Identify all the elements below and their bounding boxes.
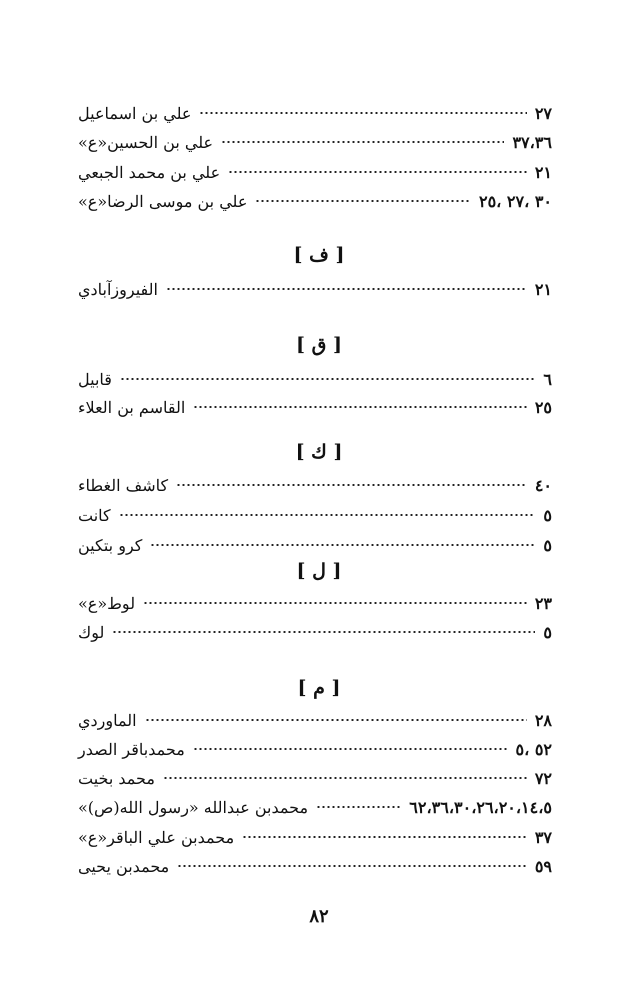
entry-name: الفيروزآبادي xyxy=(78,279,158,299)
entry-name: محمد بخيت xyxy=(78,768,155,788)
entry-pages: ٣٧ xyxy=(534,827,552,847)
entry-name: محمدباقر الصدر xyxy=(78,739,185,759)
leader-dots xyxy=(176,484,527,486)
leader-dots xyxy=(119,514,536,516)
entry-pages: ٤٠ xyxy=(534,475,552,495)
entry-pages: ٢١ xyxy=(534,279,552,299)
entry-name: علي بن الحسين«ع» xyxy=(78,132,214,152)
index-entry xyxy=(78,824,552,850)
entry-name: علي بن اسماعيل xyxy=(78,103,192,123)
index-entry xyxy=(78,188,552,214)
index-entry xyxy=(78,794,552,820)
entry-name: علي بن محمد الجبعي xyxy=(78,162,221,182)
index-entry xyxy=(78,853,552,879)
index-entry xyxy=(78,532,552,558)
entry-name: القاسم بن العلاء xyxy=(78,397,186,417)
index-entry xyxy=(78,619,552,645)
leader-dots xyxy=(163,777,527,779)
index-entry xyxy=(78,129,552,155)
index-entry xyxy=(78,765,552,791)
section-heading-lam: [ ل ] xyxy=(296,560,342,582)
leader-dots xyxy=(150,544,535,546)
leader-dots xyxy=(242,836,527,838)
entry-name: محمدبن عبدالله «رسول الله(ص)» xyxy=(78,797,309,817)
index-entry xyxy=(78,472,552,498)
entry-pages: ٥ xyxy=(543,505,552,525)
leader-dots xyxy=(120,378,535,380)
section-heading-mim: [ م ] xyxy=(297,677,341,699)
leader-dots xyxy=(228,171,527,173)
index-entry xyxy=(78,159,552,185)
entry-pages: ٣٧،٣٦ xyxy=(512,132,552,152)
entry-name: لوط«ع» xyxy=(78,593,136,613)
entry-pages: ٥٢ ،٥ xyxy=(515,739,552,759)
entry-pages: ٢١ xyxy=(534,162,552,182)
entry-name: الماوردي xyxy=(78,710,137,730)
leader-dots xyxy=(255,200,471,202)
entry-pages: ٢٥ xyxy=(534,397,552,417)
entry-name: محمدبن يحيى xyxy=(78,856,170,876)
entry-pages: ٣٠ ،٢٧ ،٢٥ xyxy=(478,191,552,211)
leader-dots xyxy=(193,406,527,408)
section-heading-qaf: [ ق ] xyxy=(296,334,342,356)
entry-pages: ٧٢ xyxy=(534,768,552,788)
entry-name: علي بن موسى الرضا«ع» xyxy=(78,191,248,211)
entry-pages: ٢٨ xyxy=(534,710,552,730)
index-entry xyxy=(78,502,552,528)
page-number: ٨٢ xyxy=(309,906,329,927)
entry-pages: ٦ xyxy=(543,369,552,389)
entry-name: كرو بتكين xyxy=(78,535,143,555)
entry-name: لوك xyxy=(78,622,105,642)
index-entry xyxy=(78,736,552,762)
index-entry xyxy=(78,590,552,616)
leader-dots xyxy=(143,602,527,604)
entry-name: قابيل xyxy=(78,369,112,389)
leader-dots xyxy=(221,141,504,143)
leader-dots xyxy=(166,288,527,290)
index-entry xyxy=(78,100,552,126)
section-heading-kaf: [ ك ] xyxy=(295,441,343,463)
entry-name: كانت xyxy=(78,505,111,525)
section-heading-fa: [ ف ] xyxy=(293,244,345,266)
leader-dots xyxy=(193,748,508,750)
entry-pages: ٢٧ xyxy=(534,103,552,123)
entry-pages: ٢٣ xyxy=(534,593,552,613)
leader-dots xyxy=(177,865,527,867)
entry-pages: ٥٩ xyxy=(534,856,552,876)
entry-pages: ٥ xyxy=(543,622,552,642)
entry-pages: ٦٢،٣٦،٣٠،٢٦،٢٠،١٤،٥ xyxy=(409,797,552,817)
leader-dots xyxy=(145,719,527,721)
leader-dots xyxy=(316,806,401,808)
leader-dots xyxy=(112,631,535,633)
entry-name: كاشف الغطاء xyxy=(78,475,169,495)
entry-name: محمدبن علي الباقر«ع» xyxy=(78,827,235,847)
index-entry xyxy=(78,276,552,302)
index-entry xyxy=(78,707,552,733)
entry-pages: ٥ xyxy=(543,535,552,555)
index-entry xyxy=(78,394,552,420)
leader-dots xyxy=(199,112,526,114)
index-entry xyxy=(78,366,552,392)
